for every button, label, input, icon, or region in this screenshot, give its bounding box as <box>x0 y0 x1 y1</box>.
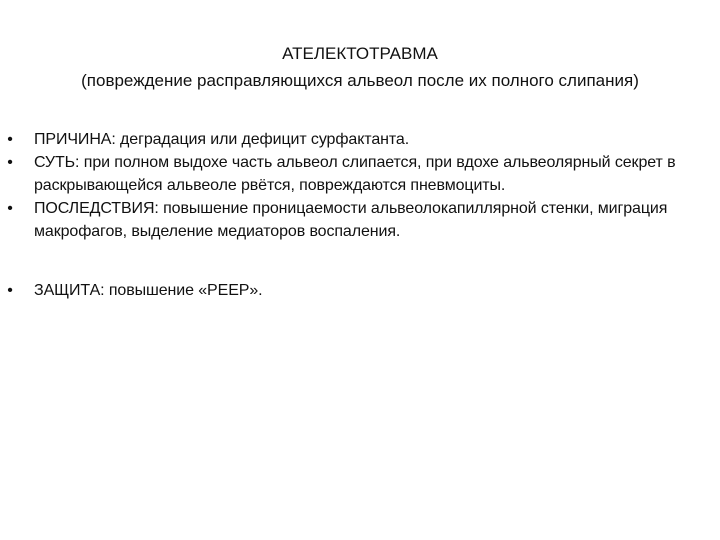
title-heading: АТЕЛЕКТОТРАВМА <box>282 44 438 63</box>
bullet-marker: • <box>7 282 13 299</box>
bullet-spacer <box>0 243 720 279</box>
bullet-marker: • <box>7 131 13 148</box>
bullet-protection <box>0 279 720 302</box>
bullet-consequences <box>0 197 720 243</box>
bullet-consequences-text: ПОСЛЕДСТВИЯ: повышение проницаемости альвеолокапиллярной стенки, миграция макрофагов, выделение медиаторов воспаления. <box>34 200 668 240</box>
bullet-marker: • <box>7 154 13 171</box>
bullet-essence-text: СУТЬ: при полном выдохе часть альвеол слипается, при вдохе альвеолярный секрет в раскрывающейся альвеоле рвётся, повреждаются пневмоциты. <box>34 154 676 194</box>
bullet-list <box>0 128 720 302</box>
slide-title <box>0 40 720 94</box>
bullet-protection-text: ЗАЩИТА: повышение «PEEP». <box>34 282 263 299</box>
bullet-essence <box>0 151 720 197</box>
title-subheading: (повреждение расправляющихся альвеол после их полного слипания) <box>81 71 639 90</box>
bullet-cause-text: ПРИЧИНА: деградация или дефицит сурфактанта. <box>34 131 410 148</box>
bullet-cause <box>0 128 720 151</box>
bullet-marker: • <box>7 200 13 217</box>
